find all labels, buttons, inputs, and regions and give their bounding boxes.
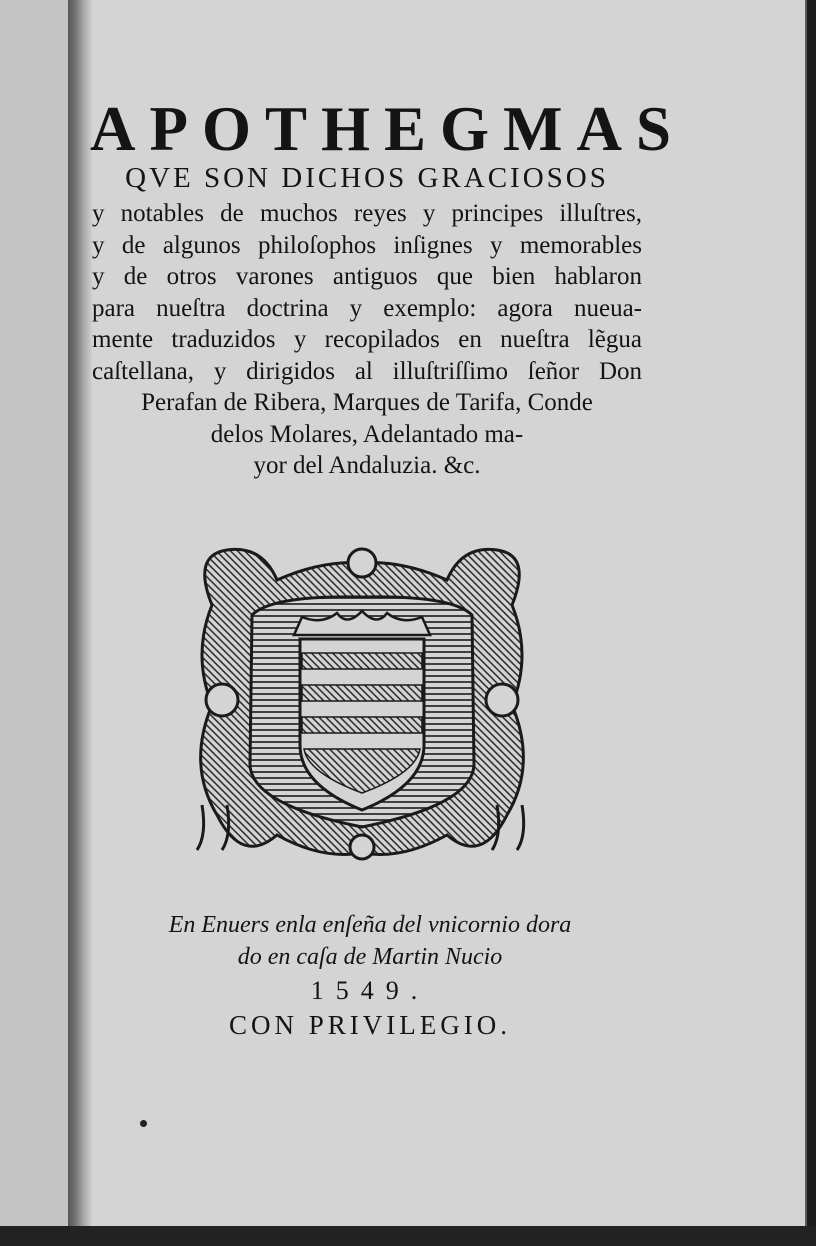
body-line: mente traduzidos y recopilados en nueſtra lẽgua <box>92 326 642 353</box>
ink-spot <box>140 1120 147 1127</box>
privilege-notice: CON PRIVILEGIO. <box>229 1010 511 1040</box>
binding-fold <box>68 0 92 1246</box>
page-gutter <box>0 0 78 1246</box>
body-line: yor del Andaluzia. &c. <box>253 452 481 479</box>
body-line: caſtellana, y dirigidos al illuſtriſſimo ſeñor Don <box>92 357 642 385</box>
imprint-line-2: do en caſa de Martin Nucio <box>237 944 503 970</box>
scan-border <box>0 1226 816 1246</box>
body-line: delos Molares, Adelantado ma- <box>210 420 524 448</box>
body-line: y notables de muchos reyes y principes illuſtres, <box>92 200 642 227</box>
body-line: para nueſtra doctrina y exemplo: agora nueua- <box>92 294 642 322</box>
imprint-year: 1549. <box>310 976 430 1005</box>
page-title: APOTHEGMAS <box>90 94 686 164</box>
title-body <box>92 198 642 482</box>
body-line: Perafan de Ribera, Marques de Tarifa, Conde <box>141 389 593 416</box>
body-line: y de algunos philoſophos inſignes y memorables <box>92 231 642 259</box>
imprint-line-1: En Enuers enla enſeña del vnicornio dora <box>168 912 572 938</box>
body-line: y de otros varones antiguos que bien hablaron <box>92 263 642 290</box>
heraldic-coat-of-arms-icon <box>182 535 542 875</box>
subtitle: QVE SON DICHOS GRACIOSOS <box>125 162 609 194</box>
